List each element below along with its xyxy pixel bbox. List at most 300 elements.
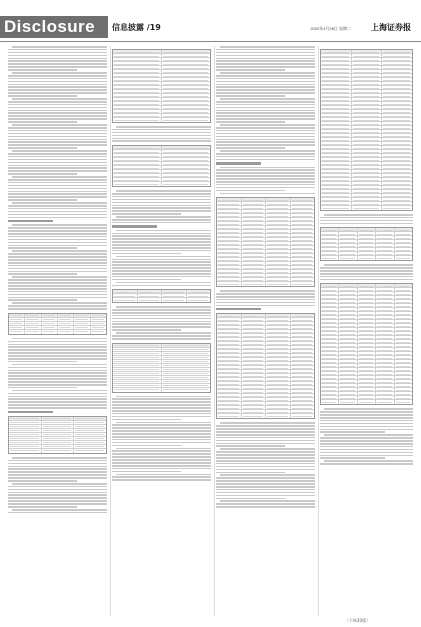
body-text-line [8, 404, 107, 406]
table-cell [291, 206, 315, 209]
table-cell [352, 70, 383, 73]
table-cell [352, 74, 383, 77]
table-cell [358, 364, 376, 367]
table-cell [242, 366, 267, 369]
body-text-line [8, 352, 107, 354]
table-cell [339, 372, 357, 375]
table-cell [321, 150, 352, 153]
table-cell [266, 234, 291, 237]
table-cell [113, 344, 162, 347]
table-cell [291, 370, 315, 373]
table-cell [321, 122, 352, 125]
body-text-line [112, 462, 211, 464]
body-text-line [8, 256, 107, 258]
table-cell [266, 226, 291, 229]
table-cell [358, 356, 376, 359]
body-text-line [216, 428, 315, 430]
body-text-line [8, 271, 107, 273]
table-cell [113, 174, 162, 177]
body-text-line [8, 75, 107, 77]
subheading [216, 308, 261, 310]
table-cell [339, 360, 357, 363]
table-cell [291, 274, 315, 277]
body-text-line [220, 98, 315, 100]
table-cell [339, 288, 357, 291]
body-text-line [8, 492, 107, 494]
table-cell [321, 300, 339, 303]
table-cell [291, 354, 315, 357]
table-cell [358, 344, 376, 347]
body-text-line [216, 483, 315, 485]
table-cell [266, 386, 291, 389]
table-cell [74, 326, 90, 329]
newspaper-page-body [8, 46, 413, 616]
body-text-line [112, 273, 211, 275]
subheading [216, 162, 261, 164]
body-text-line [12, 46, 107, 48]
table-cell [321, 90, 352, 93]
body-text-line [8, 288, 107, 290]
body-text-line [320, 414, 413, 416]
table-cell [395, 336, 412, 339]
table-cell [339, 324, 357, 327]
body-text-line [8, 297, 107, 299]
table-cell [91, 318, 106, 321]
body-text-line [12, 483, 107, 485]
body-text-line [112, 407, 211, 409]
table-cell [291, 246, 315, 249]
table-cell [395, 360, 412, 363]
table-cell [242, 266, 267, 269]
body-text-line [216, 110, 315, 112]
table-cell [217, 394, 242, 397]
body-text-line [8, 69, 77, 71]
table-cell [358, 324, 376, 327]
body-text-line [112, 338, 211, 340]
table-cell [321, 82, 352, 85]
table-cell [162, 74, 210, 77]
table-cell [162, 158, 210, 161]
table-cell [339, 344, 357, 347]
table-cell [266, 250, 291, 253]
body-text-line [116, 256, 211, 258]
body-text-line [112, 476, 211, 478]
body-text-line [8, 147, 77, 149]
body-text-line [112, 199, 211, 201]
table-cell [242, 258, 267, 261]
table-cell [113, 182, 162, 186]
table-cell [352, 118, 383, 121]
table-cell [321, 392, 339, 395]
table-cell [291, 338, 315, 341]
table-cell [217, 218, 242, 221]
body-text-line [216, 52, 315, 54]
table-cell [187, 290, 211, 293]
body-text-line [12, 276, 107, 278]
body-text-line [8, 136, 107, 138]
table-cell [242, 394, 267, 397]
table-cell [376, 316, 394, 319]
table-cell [395, 368, 412, 371]
body-text-line [216, 130, 315, 132]
table-cell [217, 254, 242, 257]
table-row [321, 400, 412, 404]
table-cell [217, 374, 242, 377]
table-cell [217, 342, 242, 345]
table-cell [291, 362, 315, 365]
table-cell [291, 214, 315, 217]
table-cell [113, 298, 138, 302]
table-cell [382, 58, 412, 61]
table-cell [291, 234, 315, 237]
table-cell [291, 266, 315, 269]
body-text-line [112, 335, 211, 337]
table-cell [74, 425, 106, 428]
body-text-line [112, 196, 211, 198]
table-cell [113, 364, 162, 367]
table-cell [217, 382, 242, 385]
table-cell [339, 376, 357, 379]
body-text-line [8, 285, 107, 287]
body-text-line [8, 291, 107, 293]
table-cell [395, 300, 412, 303]
table-cell [321, 202, 352, 205]
table-cell [9, 445, 42, 448]
table-cell [162, 110, 210, 113]
table-cell [382, 94, 412, 97]
table-cell [321, 380, 339, 383]
table-cell [395, 344, 412, 347]
table-cell [217, 338, 242, 341]
body-text-line [320, 440, 413, 442]
table-cell [382, 114, 412, 117]
table-cell [395, 380, 412, 383]
table-cell [321, 110, 352, 113]
table-cell [321, 244, 339, 247]
table-cell [382, 106, 412, 109]
table-cell [113, 98, 162, 101]
body-text-line [320, 276, 413, 278]
table-cell [321, 78, 352, 81]
body-text-line [220, 290, 315, 292]
table-cell [321, 182, 352, 185]
body-text-line [8, 282, 107, 284]
table-cell [291, 386, 315, 389]
table-cell [395, 384, 412, 387]
table-cell [242, 218, 267, 221]
body-text-line [216, 466, 315, 468]
table-cell [382, 170, 412, 173]
table-cell [242, 318, 267, 321]
table-cell [113, 150, 162, 153]
table-cell [321, 138, 352, 141]
table-cell [74, 330, 90, 334]
table-cell [382, 54, 412, 57]
table-cell [376, 388, 394, 391]
table-cell [242, 346, 267, 349]
body-text-line [112, 456, 211, 458]
body-text-line [112, 279, 181, 281]
table-cell [58, 318, 74, 321]
data-table [8, 416, 107, 454]
table-cell [352, 122, 383, 125]
body-text-line [8, 375, 107, 377]
data-table [112, 49, 211, 123]
body-text-line [8, 477, 107, 479]
table-cell [395, 244, 412, 247]
table-row [9, 330, 106, 334]
table-cell [242, 198, 267, 201]
table-cell [358, 380, 376, 383]
body-text-line [320, 217, 413, 219]
table-cell [74, 318, 90, 321]
table-row [113, 182, 210, 186]
table-cell [113, 384, 162, 387]
body-text-line [216, 112, 315, 114]
table-cell [162, 114, 210, 117]
table-cell [266, 318, 291, 321]
table-cell [339, 232, 357, 235]
body-text-line [216, 434, 315, 436]
table-cell [382, 182, 412, 185]
body-text-line [216, 469, 315, 471]
table-cell [162, 376, 210, 379]
table-cell [74, 433, 106, 436]
body-text-line [216, 477, 315, 479]
table-cell [321, 106, 352, 109]
body-text-line [112, 267, 211, 269]
table-cell [74, 421, 106, 424]
body-text-line [324, 214, 413, 216]
table-cell [321, 102, 352, 105]
table-cell [321, 332, 339, 335]
table-cell [217, 398, 242, 401]
table-row [113, 118, 210, 122]
table-cell [266, 402, 291, 405]
table-cell [113, 58, 162, 61]
table-cell [321, 134, 352, 137]
table-cell [242, 410, 267, 413]
table-cell [376, 340, 394, 343]
table-cell [58, 314, 74, 317]
table-cell [91, 330, 106, 334]
table-cell [321, 248, 339, 251]
body-text-line [112, 193, 211, 195]
body-text-line [216, 440, 315, 442]
table-cell [113, 388, 162, 392]
body-text-line [8, 305, 107, 307]
table-cell [321, 288, 339, 291]
table-cell [376, 360, 394, 363]
table-cell [321, 384, 339, 387]
table-cell [352, 166, 383, 169]
table-cell [266, 202, 291, 205]
body-text-line [216, 460, 315, 462]
body-text-line [8, 107, 107, 109]
body-text-line [8, 127, 107, 129]
table-cell [358, 316, 376, 319]
body-text-line [112, 129, 211, 131]
table-cell [291, 250, 315, 253]
table-cell [376, 356, 394, 359]
table-cell [321, 86, 352, 89]
table-cell [162, 94, 210, 97]
body-text-line [112, 264, 211, 266]
body-text-line [216, 66, 315, 68]
body-text-line [112, 471, 181, 473]
table-cell [321, 284, 339, 287]
table-cell [358, 388, 376, 391]
body-text-line [216, 480, 315, 482]
table-cell [162, 90, 210, 93]
table-cell [382, 118, 412, 121]
table-cell [376, 296, 394, 299]
table-cell [42, 429, 75, 432]
body-text-line [8, 214, 107, 216]
table-cell [113, 162, 162, 165]
body-text-line [8, 245, 107, 247]
table-cell [266, 274, 291, 277]
table-cell [266, 262, 291, 265]
table-cell [358, 312, 376, 315]
body-text-line [216, 169, 315, 171]
body-text-line [8, 211, 107, 213]
table-cell [321, 240, 339, 243]
table-cell [217, 402, 242, 405]
body-text-line [8, 344, 107, 346]
body-text-line [112, 479, 211, 481]
body-text-line [320, 420, 413, 422]
table-cell [25, 326, 41, 329]
body-text-line [216, 472, 285, 474]
table-cell [339, 248, 357, 251]
body-text-line [216, 437, 315, 439]
body-text-line [112, 465, 211, 467]
body-text-line [324, 408, 413, 410]
table-cell [266, 322, 291, 325]
data-table [320, 49, 413, 211]
table-cell [9, 441, 42, 444]
body-text-line [8, 230, 107, 232]
table-cell [242, 230, 267, 233]
table-cell [321, 312, 339, 315]
body-text-line [112, 259, 211, 261]
table-cell [242, 326, 267, 329]
table-cell [266, 222, 291, 225]
table-cell [321, 194, 352, 197]
table-cell [291, 390, 315, 393]
table-cell [358, 368, 376, 371]
table-cell [217, 366, 242, 369]
table-cell [339, 308, 357, 311]
table-cell [291, 202, 315, 205]
body-text-line [112, 210, 211, 212]
body-text-line [216, 503, 315, 505]
table-cell [358, 288, 376, 291]
body-text-line [216, 136, 315, 138]
table-cell [376, 236, 394, 239]
table-cell [242, 278, 267, 281]
table-cell [352, 138, 383, 141]
table-cell [339, 228, 357, 231]
table-cell [382, 178, 412, 181]
table-cell [395, 372, 412, 375]
table-cell [291, 410, 315, 413]
body-text-line [12, 176, 107, 178]
body-text-line [216, 144, 315, 146]
body-text-line [8, 463, 107, 465]
table-cell [291, 334, 315, 337]
table-cell [382, 122, 412, 125]
table-cell [74, 322, 90, 325]
body-text-line [216, 75, 315, 77]
body-text-line [112, 433, 211, 435]
table-cell [113, 110, 162, 113]
table-cell [339, 320, 357, 323]
body-text-line [216, 457, 315, 459]
table-cell [358, 292, 376, 295]
body-text-line [8, 173, 77, 175]
table-cell [321, 292, 339, 295]
body-text-line [8, 182, 107, 184]
table-cell [113, 50, 162, 53]
body-text-line [320, 270, 413, 272]
body-text-line [8, 407, 107, 409]
body-text-line [320, 431, 385, 433]
body-text-line [216, 443, 315, 445]
table-cell [266, 358, 291, 361]
table-cell [74, 314, 90, 317]
table-cell [242, 270, 267, 273]
table-cell [352, 54, 383, 57]
table-cell [352, 134, 383, 137]
table-cell [321, 142, 352, 145]
body-text-line [8, 355, 107, 357]
table-cell [266, 254, 291, 257]
body-text-line [216, 293, 315, 295]
table-cell [113, 368, 162, 371]
body-text-line [216, 489, 315, 491]
table-cell [358, 244, 376, 247]
table-cell [352, 86, 383, 89]
body-text-line [8, 185, 107, 187]
table-cell [352, 98, 383, 101]
table-cell [395, 232, 412, 235]
table-cell [339, 256, 357, 260]
column-divider [318, 46, 319, 616]
body-text-line [8, 497, 107, 499]
table-cell [162, 368, 210, 371]
body-text-line [112, 241, 211, 243]
body-text-line [8, 170, 107, 172]
body-text-line [112, 138, 211, 140]
table-cell [74, 449, 106, 453]
table-cell [376, 312, 394, 315]
table-cell [113, 352, 162, 355]
subheading [8, 220, 53, 222]
body-text-line [12, 302, 107, 304]
table-cell [162, 106, 210, 109]
body-text-line [8, 92, 107, 94]
table-cell [113, 170, 162, 173]
table-cell [217, 370, 242, 373]
table-cell [358, 332, 376, 335]
table-cell [162, 360, 210, 363]
body-text-line [8, 153, 107, 155]
body-text-line [116, 332, 211, 334]
body-text-line [112, 135, 211, 137]
table-cell [321, 58, 352, 61]
